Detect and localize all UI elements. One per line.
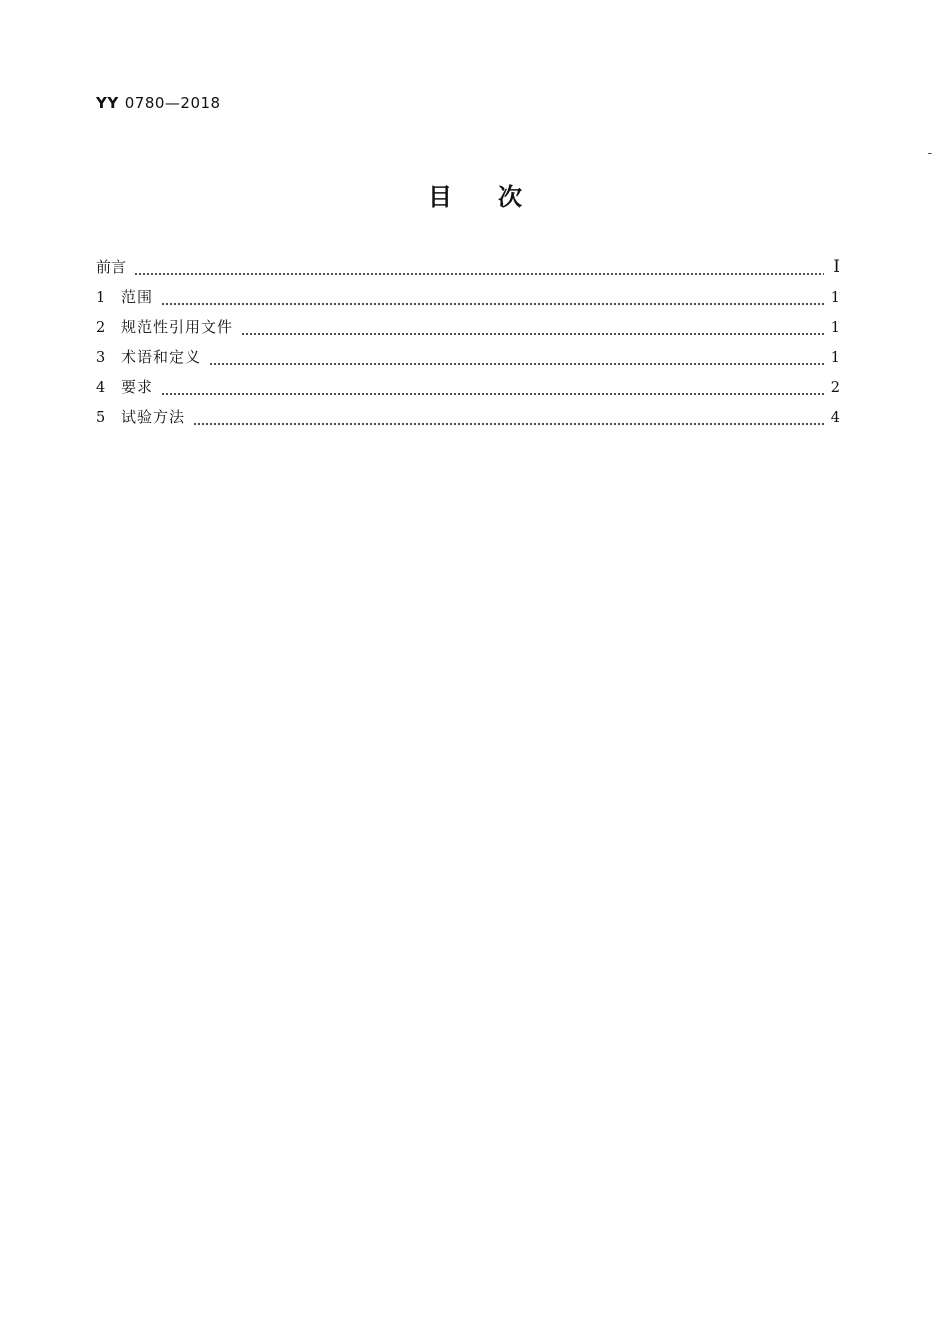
toc-entry-terms-definitions[interactable] bbox=[96, 346, 840, 376]
toc-entry-page: I bbox=[833, 257, 840, 277]
toc-title-char-2: 次 bbox=[498, 183, 522, 211]
toc-leader-dots bbox=[241, 333, 824, 335]
edge-mark: - bbox=[927, 146, 932, 160]
toc-entry-number: 4 bbox=[96, 380, 106, 396]
toc-entry-test-methods[interactable] bbox=[96, 406, 840, 436]
toc-entry-scope[interactable] bbox=[96, 286, 840, 316]
toc-leader-dots bbox=[134, 273, 824, 275]
toc-entry-requirements[interactable] bbox=[96, 376, 840, 406]
toc-entry-label: 试验方法 bbox=[121, 408, 186, 426]
toc-entry-page: 2 bbox=[830, 380, 840, 396]
toc-entry-page: 1 bbox=[830, 350, 840, 366]
toc-entry-page: 4 bbox=[830, 410, 840, 426]
standard-code-prefix: YY bbox=[96, 94, 119, 112]
toc-entry-number: 1 bbox=[96, 290, 106, 306]
toc-entry-label: 前言 bbox=[96, 258, 127, 276]
toc-entry-normative-references[interactable] bbox=[96, 316, 840, 346]
toc-entry-foreword[interactable] bbox=[96, 256, 840, 286]
toc-leader-dots bbox=[193, 423, 824, 425]
standard-code-header bbox=[96, 94, 221, 112]
toc-leader-dots bbox=[161, 393, 824, 395]
toc-title bbox=[0, 177, 950, 212]
standard-code-number: 0780—2018 bbox=[124, 94, 221, 112]
toc-entry-number: 3 bbox=[96, 350, 106, 366]
toc-entry-page: 1 bbox=[830, 320, 840, 336]
toc-entry-label: 规范性引用文件 bbox=[121, 318, 234, 336]
toc-entry-page: 1 bbox=[830, 290, 840, 306]
toc-title-char-1: 目 bbox=[428, 183, 452, 211]
toc-leader-dots bbox=[161, 303, 824, 305]
toc-entry-label: 要求 bbox=[121, 378, 154, 396]
toc-entry-number: 2 bbox=[96, 320, 106, 336]
toc-entry-label: 范围 bbox=[121, 288, 154, 306]
toc-entry-number: 5 bbox=[96, 410, 106, 426]
table-of-contents bbox=[96, 256, 840, 436]
toc-entry-label: 术语和定义 bbox=[121, 348, 202, 366]
toc-leader-dots bbox=[209, 363, 824, 365]
